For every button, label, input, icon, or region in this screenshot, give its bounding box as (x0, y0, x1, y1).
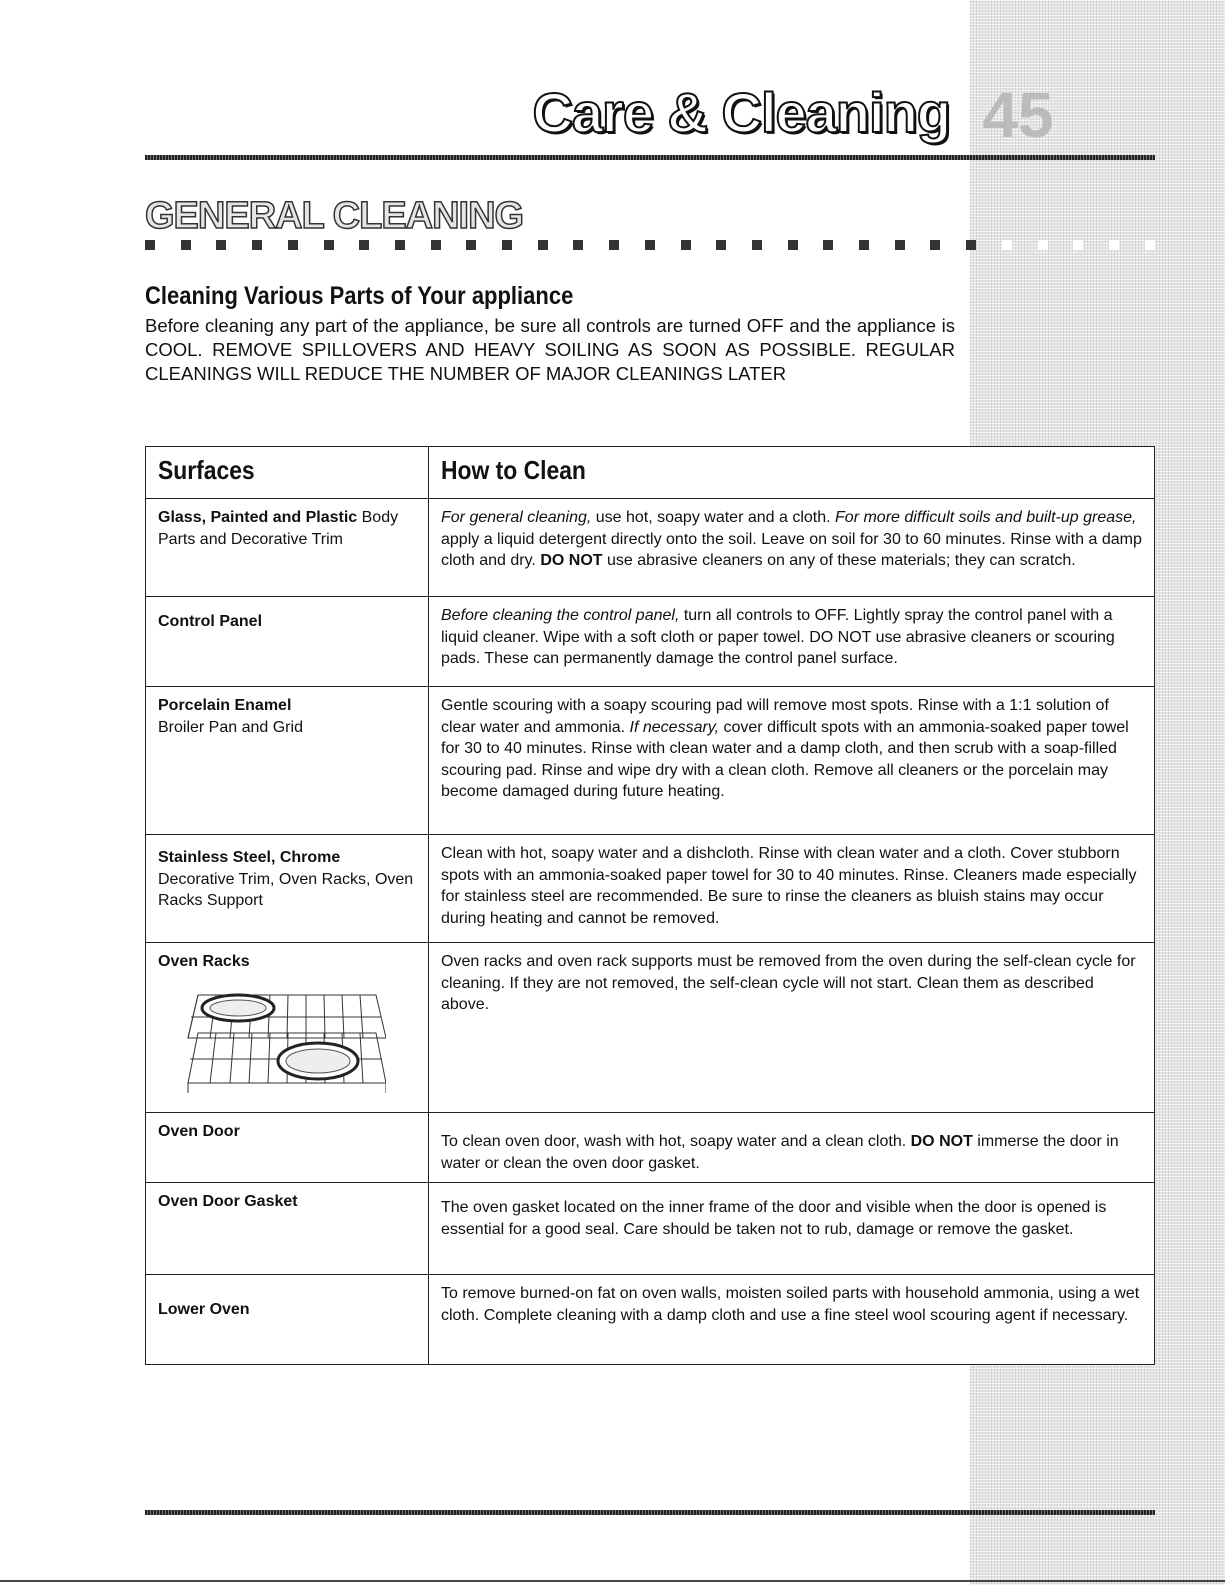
table-row (146, 943, 1155, 1113)
how-to-clean-cell (429, 597, 1155, 687)
surface-name: Oven Door Gasket (158, 1193, 298, 1210)
how-to-clean-cell (429, 499, 1155, 597)
table-row (146, 1275, 1155, 1365)
surface-name: Porcelain Enamel (158, 697, 292, 714)
surface-cell (146, 499, 429, 597)
how-to-clean-text: apply a liquid detergent directly onto the soil. Leave on soil for 30 to 60 minutes. Rinse with a damp cloth and dry. (441, 530, 1142, 569)
surface-cell (146, 835, 429, 943)
how-to-clean-text: cover difficult spots with an ammonia-soaked paper towel for 30 to 40 minutes. Rinse with clean water and a damp cloth, and then scrub with a soap-filled scouring pad. Rinse and wipe dry with a clean cloth. Remove all cleaners or the porcelain may become damaged during future heating. (441, 718, 1129, 800)
page-number: 45 (982, 79, 1054, 151)
page-title: Care & Cleaning (532, 81, 950, 144)
how-to-clean-text: Clean with hot, soapy water and a dishcloth. Rinse with clean water and a cloth. Cover stubborn spots with an ammonia-soaked paper towel for 30 to 40 minutes. Rinse. Cleaners made especially for stainless steel are recommended. Be sure to rinse the cleaners as bluish stains may occur during heating and cannot be removed. (441, 845, 1137, 927)
how-to-clean-text: DO NOT (540, 552, 603, 569)
how-to-clean-text: Oven racks and oven rack supports must be removed from the oven during the self-clean cycle for cleaning. If they are not removed, the self-clean cycle will not start. Clean them as described above. (441, 953, 1136, 1013)
how-to-clean-cell (429, 1275, 1155, 1365)
table-row (146, 835, 1155, 943)
how-to-clean-text: To clean oven door, wash with hot, soapy water and a clean cloth. (441, 1133, 911, 1150)
how-to-clean-text: For more difficult soils and built-up grease, (835, 509, 1137, 526)
table-row (146, 687, 1155, 835)
cleaning-table (145, 446, 1155, 1365)
table-row (146, 499, 1155, 597)
how-to-clean-cell (429, 1113, 1155, 1183)
how-to-clean-text: To remove burned-on fat on oven walls, moisten soiled parts with household ammonia, using a wet cloth. Complete cleaning with a damp cloth and use a fine steel wool scouring agent if necessary. (441, 1285, 1140, 1324)
surface-detail: Body Parts and Decorative Trim (158, 509, 399, 548)
how-to-clean-cell (429, 943, 1155, 1113)
surface-cell (146, 687, 429, 835)
table-row (146, 1183, 1155, 1275)
how-to-clean-text: DO NOT (910, 1133, 973, 1150)
how-to-clean-cell (429, 835, 1155, 943)
surface-name: Lower Oven (158, 1301, 250, 1318)
surface-cell (146, 943, 429, 1113)
how-to-clean-text: use hot, soapy water and a cloth. (591, 509, 836, 526)
surface-name: Glass, Painted and Plastic (158, 509, 358, 526)
surface-cell (146, 1113, 429, 1183)
how-to-clean-text: immerse the door in water or clean the oven door gasket. (441, 1133, 1119, 1172)
sub-heading: Cleaning Various Parts of Your appliance (145, 282, 574, 310)
how-to-clean-cell (429, 1183, 1155, 1275)
how-to-clean-text: If necessary, (629, 718, 720, 736)
dotted-divider (145, 240, 1155, 250)
page-bottom-edge (0, 1580, 1225, 1582)
how-to-clean-text: Gentle scouring with a soapy scouring pad will remove most spots. Rinse with a 1:1 solution of clear water and ammonia. (441, 697, 1109, 736)
table-header-row (146, 447, 1155, 499)
how-to-clean-cell (429, 687, 1155, 835)
surface-cell (146, 597, 429, 687)
top-rule (145, 155, 1155, 160)
surface-name: Oven Racks (158, 953, 250, 970)
surface-cell (146, 1275, 429, 1365)
surface-cell (146, 1183, 429, 1275)
how-to-clean-text: use abrasive cleaners on any of these materials; they can scratch. (602, 552, 1076, 569)
surface-detail: Decorative Trim, Oven Racks, Oven Racks Support (158, 870, 414, 909)
section-heading: GENERAL CLEANING (145, 195, 524, 237)
column-header-how-to-clean: How to Clean (429, 447, 1155, 499)
how-to-clean-text: The oven gasket located on the inner frame of the door and visible when the door is opened is essential for a good seal. Care should be taken not to rub, damage or remove the gasket. (441, 1199, 1107, 1238)
how-to-clean-text: turn all controls to OFF. Lightly spray the control panel with a liquid cleaner. Wipe with a soft cloth or paper towel. DO NOT use abrasive cleaners or scouring pads. These can permanently damage the control panel surface. (441, 607, 1115, 667)
how-to-clean-text: Before cleaning the control panel, (441, 607, 680, 624)
intro-paragraph: Before cleaning any part of the appliance, be sure all controls are turned OFF and the appliance is COOL. REMOVE SPILLOVERS AND HEAVY SOILING AS SOON AS POSSIBLE. REGULAR CLEANINGS WILL REDUCE THE NUMBER OF MAJOR CLEANINGS LATER (145, 315, 955, 384)
surface-name: Stainless Steel, Chrome (158, 849, 341, 866)
bottom-rule (145, 1510, 1155, 1515)
surface-name: Control Panel (158, 613, 263, 630)
how-to-clean-text: For general cleaning, (441, 509, 592, 526)
table-row (146, 597, 1155, 687)
surface-name: Oven Door (158, 1123, 240, 1140)
oven-racks-illustration (176, 983, 386, 1098)
column-header-surfaces: Surfaces (146, 447, 429, 499)
surface-detail: Broiler Pan and Grid (158, 718, 303, 736)
table-row (146, 1113, 1155, 1183)
